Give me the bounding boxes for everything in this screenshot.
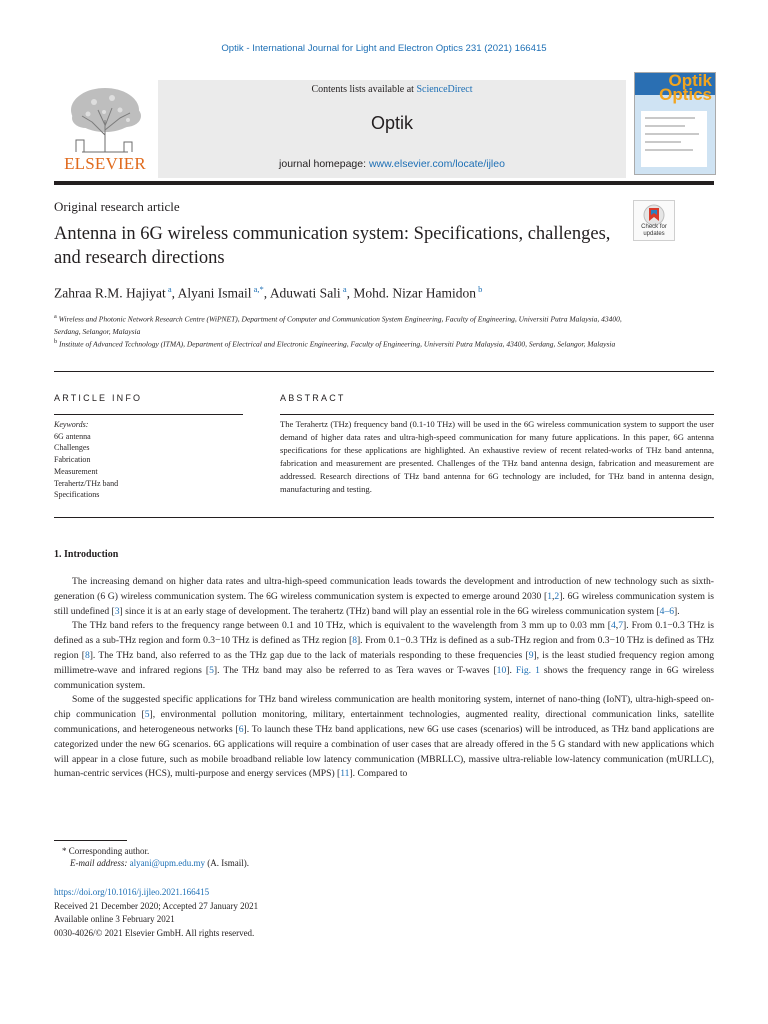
- introduction-heading: 1. Introduction: [54, 549, 119, 560]
- paragraph-text: ,: [552, 590, 555, 602]
- paragraph-text: ], is the least studied frequency region among millimetre-wave and infrared regions [: [54, 649, 714, 676]
- abstract-heading: ABSTRACT: [280, 393, 346, 403]
- author-affiliation-marker[interactable]: a: [165, 284, 172, 294]
- citation-link[interactable]: Fig. 1: [515, 664, 540, 676]
- citation-link[interactable]: 5: [144, 709, 150, 721]
- email-link[interactable]: alyani@upm.edu.my: [129, 858, 205, 868]
- check-for-updates-button[interactable]: [633, 200, 675, 241]
- author-affiliation-marker[interactable]: a: [340, 284, 347, 294]
- citation-link[interactable]: 8: [352, 635, 357, 647]
- email-note: [70, 858, 249, 868]
- affiliation-marker: a: [54, 313, 57, 320]
- paragraph-text: Some of the suggested specific applications for THz band wireless communication are health monitoring system, internet of nano-thing (IoNT), ultra-high-speed on-chip communication [: [54, 694, 714, 721]
- keyword: Challenges: [54, 443, 90, 453]
- received-dates: Received 21 December 2020; Accepted 27 January 2021: [54, 901, 259, 911]
- corresponding-author-note: * Corresponding author.: [62, 846, 150, 856]
- available-online-date: Available online 3 February 2021: [54, 914, 175, 924]
- paragraph-text: shows the frequency range in 6G wireless communication system.: [54, 664, 714, 691]
- author-list: [54, 284, 482, 302]
- cover-line: [645, 141, 681, 143]
- keywords-block: [54, 419, 243, 501]
- affiliation-marker: b: [54, 338, 58, 345]
- citation-link[interactable]: 8: [84, 649, 90, 661]
- masthead: [54, 72, 714, 178]
- contents-line: [158, 84, 626, 95]
- journal-citation[interactable]: Optik - International Journal for Light and Electron Optics 231 (2021) 166415: [221, 43, 547, 54]
- author-name[interactable]: Alyani Ismail: [177, 285, 252, 301]
- paragraph-text: ,: [615, 620, 619, 632]
- paragraph-text: ]. From 0.1−0.3 THz is defined as a sub-THz region and form 0.3−10 THz is defined as THz region [: [54, 620, 714, 647]
- author-name[interactable]: Mohd. Nizar Hamidon: [353, 285, 476, 301]
- citation-link[interactable]: 7: [618, 620, 623, 632]
- doi-link[interactable]: https://doi.org/10.1016/j.ijleo.2021.166415: [54, 887, 210, 897]
- journal-cover-image[interactable]: [634, 72, 716, 175]
- author-affiliation-marker[interactable]: a,*: [251, 284, 264, 294]
- sciencedirect-link[interactable]: ScienceDirect: [416, 84, 473, 95]
- paragraph-text: ].: [506, 664, 516, 676]
- cover-line: [645, 149, 693, 151]
- citation-link[interactable]: 1: [547, 590, 553, 602]
- cover-line: [645, 117, 695, 119]
- author-separator: ,: [171, 285, 178, 301]
- paragraph-text: ].: [674, 605, 680, 617]
- article-info-rule: [54, 414, 243, 415]
- cover-body: [641, 111, 707, 167]
- affiliation-b: [54, 336, 624, 351]
- citation-link[interactable]: 3: [114, 605, 120, 617]
- homepage-line: [158, 158, 626, 170]
- cover-title: Optik Optics: [659, 72, 712, 104]
- publisher-wordmark: ELSEVIER: [64, 154, 146, 173]
- keyword: Terahertz/THz band: [54, 478, 119, 488]
- paragraph-text: ]. 6G wireless communication system is still undefined [: [54, 590, 714, 617]
- journal-homepage-link[interactable]: www.elsevier.com/locate/ijleo: [368, 158, 505, 170]
- author-name[interactable]: Aduwati Sali: [269, 285, 341, 301]
- abstract-rule: [280, 414, 714, 415]
- paragraph-text: ]. From 0.1−0.3 THz is defined as a sub-THz region and from 0.3−10 THz is defined as THz region [: [54, 635, 715, 661]
- citation-link[interactable]: 9: [528, 649, 534, 661]
- body-paragraph: [54, 575, 714, 619]
- paragraph-text: ]. The THz band may also be referred to as Tera waves or T-waves [: [213, 664, 497, 676]
- body-paragraph: [54, 619, 714, 693]
- author-separator: ,: [346, 285, 354, 301]
- crossmark-label: Check for updates: [641, 224, 667, 237]
- article-type: Original research article: [54, 199, 180, 214]
- paragraph-text: ]. The THz band, also referred to as the THz gap due to the lack of materials responding to these frequencies [: [89, 649, 529, 661]
- header-divider: [54, 181, 714, 185]
- footnote-rule: [54, 840, 127, 841]
- journal-name: Optik: [370, 113, 413, 133]
- body-text: [54, 575, 714, 782]
- email-suffix: (A. Ismail).: [204, 858, 249, 868]
- cover-line: [645, 125, 685, 127]
- paragraph-text: ]. Compared to: [349, 768, 408, 780]
- paragraph-text: ], environmental pollution monitoring, military, entertainment technologies, augmented reality, directional communication links, satellite communications, and heterogeneous networks [: [54, 709, 714, 735]
- contents-prefix: Contents lists available at: [311, 84, 417, 95]
- abstract-text: The Terahertz (THz) frequency band (0.1-10 THz) will be used in the 6G wireless communication system to support the user demand of higher data rates and ultra-high-speed communication for many future applications. In this paper, 6G antenna specifications for these applications are highlighted. An exhaustive review of recent related-works of THz band antenna, fabrication and measurement are presented. Challenges of the THz band antenna design, fabrication and measurement are addressed. Research directions of THz band antenna for 6G technology are included, for THz band in antenna design, manufacturing and testing.: [280, 419, 714, 494]
- cover-line: [645, 133, 699, 135]
- paragraph-text: The increasing demand on higher data rates and ultra-high-speed communication leads towards the development and introduction of new technology such as sixth-generation (6 G) wireless communication system. The 6G wireless communication system is expected to emerge around 2030 [: [54, 576, 714, 602]
- citation-link[interactable]: 5: [209, 664, 214, 676]
- paragraph-text: The THz band refers to the frequency range between 0.1 and 10 THz, which is equivalent to the wavelength from 3 mm up to 0.03 mm [: [72, 620, 611, 632]
- affiliation-text: Wireless and Photonic Network Research Centre (WiPNET), Department of Computer and Communication System Engineering, Faculty of Engineering, Universiti Putra Malaysia, 43400, Serdang, Selangor, Malaysia: [54, 314, 622, 336]
- affiliation-a: [54, 311, 624, 338]
- keyword: 6G antenna: [54, 431, 91, 441]
- body-paragraph: [54, 693, 714, 782]
- author-affiliation-marker[interactable]: b: [475, 284, 483, 294]
- affiliation-text: Institute of Advanced Tcchnology (ITMA), Department of Electrical and Electronic Engineering, Faculty of Engineering, Universiti Putra Malaysia, 43400, Serdang, Selangor, Malaysia: [59, 339, 616, 349]
- citation-link[interactable]: 6: [238, 723, 244, 735]
- keyword: Specifications: [54, 490, 100, 500]
- citation-link[interactable]: 10: [496, 664, 507, 676]
- keyword: Fabrication: [54, 455, 91, 465]
- paragraph-text: ]. To launch these THz band applications, new 6G use cases (scenarios) will be introduced, as THz band applications are categorized under the new 6G scenarios. 6G applications will require a combination of user cases that are already offered in the 5 G standard with new applications which will appear in a close future, such as mobile broadband reliable low latency communication (MBRLLC), massive ultra-reliable low-latency communication (mURLLC), human-centric services (HCS), multi-purpose and energy services (MPS) [: [54, 723, 715, 780]
- citation-link[interactable]: 4–6: [659, 605, 675, 617]
- journal-banner: [158, 80, 626, 178]
- article-info-heading: ARTICLE INFO: [54, 393, 143, 403]
- copyright-notice: 0030-4026/© 2021 Elsevier GmbH. All rights reserved.: [54, 928, 255, 938]
- citation-link[interactable]: 2: [554, 590, 560, 602]
- author-separator: ,: [263, 285, 270, 301]
- section-divider: [54, 371, 714, 372]
- email-label: E-mail address:: [70, 858, 130, 868]
- paragraph-text: ] since it is at an early stage of development. The terahertz (THz) band will play an essential role in the 6G wireless communication system [: [119, 605, 660, 617]
- keywords-label: Keywords:: [54, 420, 89, 429]
- homepage-prefix: journal homepage:: [279, 158, 369, 170]
- keyword: Measurement: [54, 466, 98, 476]
- author-name[interactable]: Zahraa R.M. Hajiyat: [54, 285, 166, 301]
- crossmark-icon: [643, 204, 665, 226]
- citation-link[interactable]: 4: [611, 620, 616, 632]
- citation-link[interactable]: 11: [340, 768, 350, 780]
- article-title: Antenna in 6G wireless communication system: Specifications, challenges, and research directions: [54, 224, 611, 268]
- abstract-divider: [54, 517, 714, 518]
